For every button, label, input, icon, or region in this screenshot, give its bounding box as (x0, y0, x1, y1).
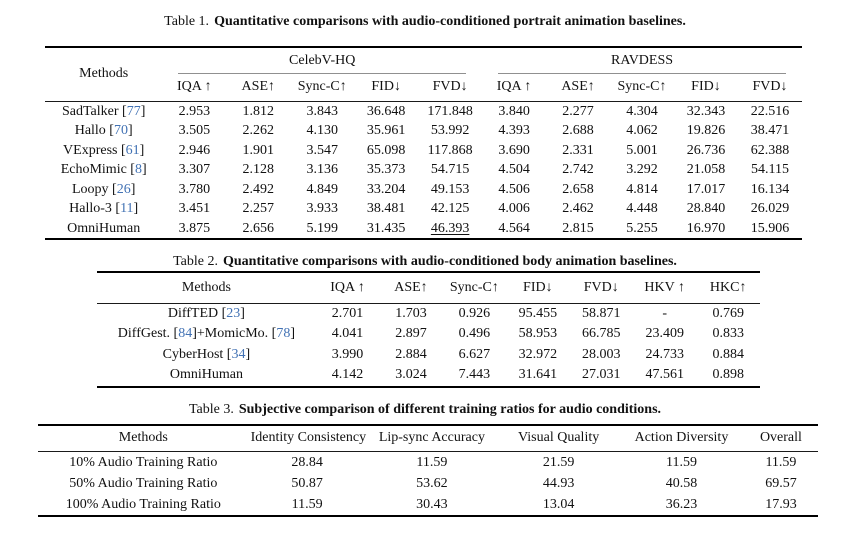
table-cell: 21.058 (686, 162, 726, 177)
table2-container (97, 271, 760, 388)
table-cell: 53.62 (416, 475, 448, 491)
table-row (45, 101, 802, 121)
table-cell: 2.277 (562, 103, 594, 119)
table-cell: 2.742 (562, 162, 594, 177)
table-cell: 38.481 (366, 201, 406, 216)
table-cell: 31.435 (366, 220, 406, 236)
table-cell: 7.443 (458, 367, 491, 382)
column-header: Identity Consistency (249, 425, 366, 451)
table-cell: 17.93 (765, 497, 797, 513)
table-cell: 2.462 (562, 201, 594, 216)
table-cell: 3.933 (306, 201, 338, 216)
column-header: HKV ↑ (633, 272, 696, 303)
table-cell: 1.703 (395, 305, 427, 321)
table-cell: 42.125 (430, 201, 470, 216)
row-label-cell: 50% Audio Training Ratio (69, 475, 218, 491)
table-cell: 27.031 (582, 367, 621, 382)
column-header: Action Diversity (619, 425, 744, 451)
table-cell: 11.59 (416, 454, 448, 470)
table-cell: 62.388 (750, 142, 790, 158)
table3-caption-text: Subjective comparison of different training ratios for audio conditions. (238, 402, 662, 417)
table-cell: 15.906 (750, 220, 790, 236)
table-cell: 28.003 (582, 346, 621, 362)
table-cell: 5.199 (306, 220, 338, 236)
table-cell: 2.815 (562, 220, 594, 236)
table-cell: 4.304 (626, 103, 658, 119)
table-cell: 69.57 (765, 475, 797, 491)
table-cell: 46.393 (430, 220, 470, 236)
table-cell: 50.87 (291, 475, 323, 491)
table-cell: 2.257 (242, 201, 275, 216)
column-header: IQA ↑ (162, 74, 226, 101)
table-cell: 3.547 (306, 142, 338, 158)
column-header: IQA ↑ (482, 74, 546, 101)
table3-caption-label: Table 3. (188, 402, 234, 417)
table-cell: 2.897 (395, 326, 427, 341)
table-cell: 47.561 (645, 367, 684, 382)
table-cell: 117.868 (427, 142, 473, 158)
table-row (45, 219, 802, 240)
table-cell: 4.506 (498, 181, 530, 197)
citation-ref[interactable]: 34 (231, 346, 246, 362)
column-header: FVD↓ (738, 74, 802, 101)
table-cell: 2.262 (242, 123, 275, 138)
table3-caption (0, 402, 850, 418)
row-label-cell: 100% Audio Training Ratio (65, 497, 221, 513)
table-row (38, 451, 818, 473)
table-header-row (97, 272, 760, 303)
table-cell: 66.785 (582, 326, 621, 341)
table-row (45, 141, 802, 161)
table-cell: 3.136 (306, 162, 338, 177)
table-cell: 3.292 (626, 162, 658, 177)
row-label-cell: DiffTED [23] (167, 305, 245, 321)
table1-container (45, 46, 802, 240)
table-cell: 22.516 (750, 103, 790, 119)
table-cell: 13.04 (542, 497, 575, 513)
citation-ref[interactable]: 84 (178, 326, 193, 341)
table-cell: 3.690 (498, 142, 530, 158)
table-cell: 16.134 (750, 181, 790, 197)
table3-container (38, 424, 818, 517)
column-header: Sync-C↑ (610, 74, 674, 101)
group-header: RAVDESS (482, 47, 802, 74)
column-header: Methods (97, 272, 316, 303)
column-header: FID↓ (506, 272, 569, 303)
table-cell: 54.715 (430, 162, 470, 177)
table-cell: 28.840 (686, 201, 726, 216)
table-cell: 3.875 (178, 220, 211, 236)
citation-ref[interactable]: 23 (226, 305, 241, 321)
table-cell: 2.946 (178, 142, 211, 158)
table-cell: 5.255 (626, 220, 658, 236)
table-cell: 23.409 (645, 326, 684, 341)
table-row (45, 180, 802, 200)
table2 (97, 271, 760, 388)
table-cell: 4.564 (498, 220, 530, 236)
table-cell: 4.006 (498, 201, 530, 216)
table-cell: 58.953 (518, 326, 558, 341)
table-cell: 30.43 (416, 497, 448, 513)
table-cell: 2.331 (562, 142, 594, 158)
citation-ref[interactable]: 8 (134, 162, 142, 177)
row-label-cell: Loopy [26] (71, 181, 136, 197)
row-label-cell: CyberHost [34] (162, 346, 251, 362)
table-cell: 44.93 (542, 475, 575, 491)
row-label-cell: VExpress [61] (63, 142, 145, 158)
row-label-cell: OmniHuman (169, 367, 243, 382)
table-cell: 19.826 (686, 123, 726, 138)
table-cell: 0.496 (458, 326, 491, 341)
table-cell: 2.688 (562, 123, 594, 138)
table2-caption-text: Quantitative comparisons with audio-conditioned body animation baselines. (223, 254, 677, 269)
table-cell: 3.843 (306, 103, 338, 119)
group-header: CelebV-HQ (162, 47, 482, 74)
citation-ref[interactable]: 78 (276, 326, 291, 341)
row-label-cell: DiffGest. [84]+MomicMo. [78] (117, 326, 295, 341)
row-label-cell: SadTalker [77] (61, 103, 146, 119)
table-header-row (38, 425, 818, 451)
row-label-cell: OmniHuman (67, 220, 141, 236)
table-cell: 4.849 (306, 181, 338, 197)
table-cell: 2.492 (242, 181, 275, 197)
table-cell: 3.505 (178, 123, 211, 138)
table-cell: 36.23 (665, 497, 698, 513)
table-row (45, 160, 802, 180)
table-cell: 4.814 (626, 181, 658, 197)
table-cell: 4.062 (626, 123, 658, 138)
table-cell: - (662, 305, 668, 321)
row-label-cell: Hallo-3 [11] (69, 201, 139, 216)
table-cell: 3.307 (178, 162, 211, 177)
table-header-row (45, 47, 802, 74)
row-label-cell: EchoMimic [8] (60, 162, 147, 177)
column-header: IQA ↑ (316, 272, 379, 303)
table-cell: 24.733 (645, 346, 684, 362)
row-label-cell: 10% Audio Training Ratio (69, 454, 218, 470)
table-row (97, 365, 760, 387)
row-label-cell: Hallo [70] (74, 123, 133, 138)
column-header: Methods (38, 425, 249, 451)
table2-caption (0, 254, 850, 270)
table-cell: 54.115 (750, 162, 789, 177)
table-cell: 0.898 (712, 367, 744, 382)
table1 (45, 46, 802, 240)
table-cell: 65.098 (366, 142, 406, 158)
table-cell: 4.142 (331, 367, 364, 382)
table-row (45, 121, 802, 141)
table-cell: 16.970 (686, 220, 726, 236)
table1-caption (0, 14, 850, 30)
table-cell: 32.972 (518, 346, 558, 362)
table-cell: 2.658 (562, 181, 594, 197)
table-cell: 171.848 (427, 103, 473, 119)
table-cell: 6.627 (458, 346, 491, 362)
column-header: FID↓ (354, 74, 418, 101)
table-row (38, 494, 818, 516)
table-cell: 26.029 (750, 201, 790, 216)
column-header-methods: Methods (45, 47, 162, 101)
table-cell: 2.128 (242, 162, 275, 177)
table-cell: 35.373 (366, 162, 406, 177)
table-cell: 31.641 (518, 367, 558, 382)
table-cell: 4.504 (498, 162, 530, 177)
column-header: Lip-sync Accuracy (366, 425, 499, 451)
table-cell: 28.84 (291, 454, 323, 470)
table-cell: 11.59 (665, 454, 697, 470)
table-cell: 36.648 (366, 103, 406, 119)
table-cell: 0.833 (712, 326, 744, 341)
table-cell: 17.017 (686, 181, 726, 197)
table-cell: 0.769 (712, 305, 744, 321)
table-cell: 3.451 (178, 201, 211, 216)
table-cell: 4.448 (626, 201, 658, 216)
table-cell: 4.041 (331, 326, 364, 341)
column-header: Sync-C↑ (443, 272, 506, 303)
table-cell: 0.926 (458, 305, 491, 321)
table-cell: 11.59 (291, 497, 323, 513)
table-cell: 4.393 (498, 123, 530, 138)
table-cell: 38.471 (750, 123, 790, 138)
table-cell: 1.901 (242, 142, 275, 158)
table-row (38, 473, 818, 494)
column-header: FVD↓ (418, 74, 482, 101)
column-header: ASE↑ (226, 74, 290, 101)
table-cell: 1.812 (242, 103, 275, 119)
table-cell: 2.656 (242, 220, 275, 236)
table-cell: 3.024 (395, 367, 427, 382)
table-cell: 0.884 (712, 346, 744, 362)
table-cell: 3.990 (331, 346, 364, 362)
column-header: ASE↑ (379, 272, 442, 303)
table-cell: 11.59 (765, 454, 797, 470)
table-cell: 40.58 (665, 475, 698, 491)
citation-ref[interactable]: 70 (113, 123, 128, 138)
column-header: FVD↓ (570, 272, 633, 303)
table3 (38, 424, 818, 517)
table-cell: 26.736 (686, 142, 726, 158)
column-header: Visual Quality (498, 425, 619, 451)
table-row (97, 345, 760, 366)
table-cell: 3.780 (178, 181, 211, 197)
table-cell: 95.455 (518, 305, 558, 321)
citation-ref[interactable]: 61 (125, 142, 140, 158)
column-header: ASE↑ (546, 74, 610, 101)
column-header: Overall (744, 425, 818, 451)
citation-ref[interactable]: 77 (126, 103, 141, 119)
table-cell: 33.204 (366, 181, 406, 197)
table-row (97, 303, 760, 324)
table-cell: 53.992 (430, 123, 470, 138)
table-cell: 4.130 (306, 123, 338, 138)
table-cell: 58.871 (582, 305, 621, 321)
table-cell: 2.701 (331, 305, 364, 321)
table2-caption-label: Table 2. (173, 254, 218, 269)
table1-caption-text: Quantitative comparisons with audio-conditioned portrait animation baselines. (214, 14, 686, 29)
table-cell: 5.001 (626, 142, 658, 158)
table-cell: 3.840 (498, 103, 530, 119)
table-cell: 21.59 (542, 454, 575, 470)
table-cell: 2.953 (178, 103, 211, 119)
table-cell: 35.961 (366, 123, 406, 138)
table-row (97, 324, 760, 345)
column-header: HKC↑ (696, 272, 760, 303)
citation-ref[interactable]: 26 (116, 181, 131, 197)
table-cell: 2.884 (395, 346, 427, 362)
table-row (45, 199, 802, 219)
table1-caption-label: Table 1. (164, 14, 210, 29)
table-cell: 49.153 (430, 181, 470, 197)
column-header: FID↓ (674, 74, 738, 101)
table-cell: 32.343 (686, 103, 726, 119)
column-header: Sync-C↑ (290, 74, 354, 101)
citation-ref[interactable]: 11 (120, 201, 134, 216)
